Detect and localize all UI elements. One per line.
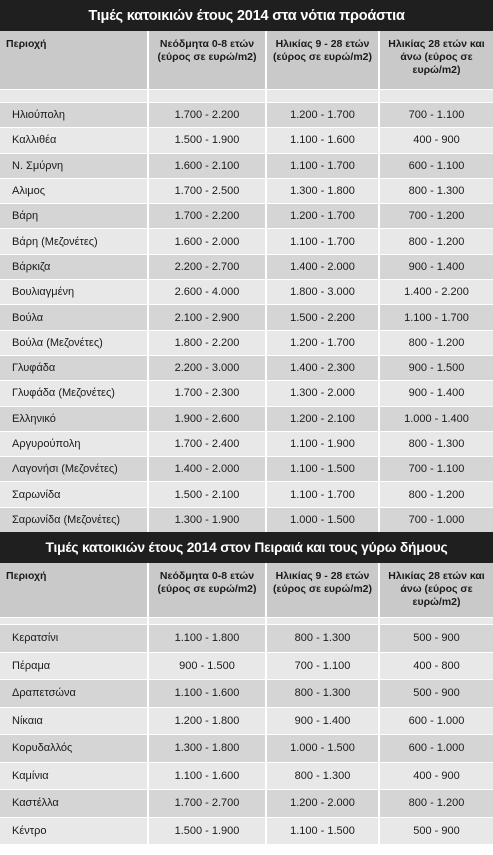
new-built-price-cell: 2.200 - 3.000 — [148, 355, 266, 380]
age-9-28-price-cell: 1.200 - 2.100 — [266, 406, 379, 431]
age-9-28-price-cell: 700 - 1.100 — [266, 652, 379, 680]
age-28-plus-price-cell: 800 - 1.300 — [379, 431, 493, 456]
age-28-plus-price-cell: 700 - 1.100 — [379, 103, 493, 128]
age-9-28-price-cell: 1.400 - 2.000 — [266, 254, 379, 279]
area-cell: Αργυρούπολη — [0, 431, 148, 456]
new-built-price-cell: 1.200 - 1.800 — [148, 707, 266, 735]
area-cell: Βάρη — [0, 204, 148, 229]
area-cell: Καλλιθέα — [0, 128, 148, 153]
column-header-area: Περιοχή — [0, 31, 148, 90]
new-built-price-cell: 1.500 - 2.100 — [148, 482, 266, 507]
age-28-plus-price-cell: 700 - 1.200 — [379, 204, 493, 229]
age-28-plus-price-cell: 500 - 900 — [379, 680, 493, 708]
area-cell: Λαγονήσι (Μεζονέτες) — [0, 457, 148, 482]
area-cell: Γλυφάδα — [0, 355, 148, 380]
area-cell: Ελληνικό — [0, 406, 148, 431]
age-9-28-price-cell: 800 - 1.300 — [266, 625, 379, 653]
spacer-cell — [148, 90, 266, 103]
table-header-row — [0, 31, 493, 90]
area-cell: Βάρη (Μεζονέτες) — [0, 229, 148, 254]
section-title-south-suburbs: Τιμές κατοικιών έτους 2014 στα νότια προάστια — [0, 0, 493, 31]
table-row — [0, 330, 493, 355]
section-title-piraeus: Τιμές κατοικιών έτους 2014 στον Πειραιά και τους γύρω δήμους — [0, 532, 493, 563]
age-28-plus-price-cell: 500 - 900 — [379, 817, 493, 844]
area-cell: Ηλιούπολη — [0, 103, 148, 128]
table-row — [0, 625, 493, 653]
column-header-new-built: Νεόδμητα 0-8 ετών (εύρος σε ευρώ/m2) — [148, 31, 266, 90]
new-built-price-cell: 1.700 - 2.300 — [148, 381, 266, 406]
age-28-plus-price-cell: 600 - 1.000 — [379, 735, 493, 763]
age-9-28-price-cell: 1.300 - 1.800 — [266, 178, 379, 203]
area-cell: Ν. Σμύρνη — [0, 153, 148, 178]
table-row — [0, 305, 493, 330]
new-built-price-cell: 2.200 - 2.700 — [148, 254, 266, 279]
age-9-28-price-cell: 800 - 1.300 — [266, 680, 379, 708]
area-cell: Βούλα — [0, 305, 148, 330]
age-9-28-price-cell: 1.200 - 1.700 — [266, 204, 379, 229]
table-row — [0, 735, 493, 763]
age-9-28-price-cell: 1.200 - 1.700 — [266, 103, 379, 128]
new-built-price-cell: 1.300 - 1.900 — [148, 507, 266, 532]
table-row — [0, 280, 493, 305]
age-9-28-price-cell: 1.800 - 3.000 — [266, 280, 379, 305]
age-9-28-price-cell: 1.400 - 2.300 — [266, 355, 379, 380]
age-28-plus-price-cell: 400 - 900 — [379, 762, 493, 790]
age-9-28-price-cell: 1.100 - 1.900 — [266, 431, 379, 456]
age-28-plus-price-cell: 900 - 1.400 — [379, 254, 493, 279]
age-9-28-price-cell: 800 - 1.300 — [266, 762, 379, 790]
table-row — [0, 153, 493, 178]
age-9-28-price-cell: 1.500 - 2.200 — [266, 305, 379, 330]
table-row — [0, 355, 493, 380]
age-28-plus-price-cell: 400 - 900 — [379, 128, 493, 153]
table-row — [0, 762, 493, 790]
age-9-28-price-cell: 1.200 - 1.700 — [266, 330, 379, 355]
age-9-28-price-cell: 900 - 1.400 — [266, 707, 379, 735]
area-cell: Πέραμα — [0, 652, 148, 680]
spacer-cell — [379, 618, 493, 625]
table-header-row — [0, 563, 493, 618]
new-built-price-cell: 1.100 - 1.800 — [148, 625, 266, 653]
table-row — [0, 128, 493, 153]
new-built-price-cell: 1.700 - 2.200 — [148, 103, 266, 128]
table-body-piraeus — [0, 618, 493, 845]
new-built-price-cell: 1.300 - 1.800 — [148, 735, 266, 763]
age-28-plus-price-cell: 800 - 1.200 — [379, 330, 493, 355]
table-row — [0, 204, 493, 229]
table-row — [0, 178, 493, 203]
table-row — [0, 431, 493, 456]
spacer-cell — [0, 90, 148, 103]
area-cell: Σαρωνίδα (Μεζονέτες) — [0, 507, 148, 532]
spacer-cell — [266, 618, 379, 625]
column-header-age-28-plus: Ηλικίας 28 ετών και άνω (εύρος σε ευρώ/m2) — [379, 31, 493, 90]
new-built-price-cell: 900 - 1.500 — [148, 652, 266, 680]
area-cell: Γλυφάδα (Μεζονέτες) — [0, 381, 148, 406]
column-header-age-9-28: Ηλικίας 9 - 28 ετών (εύρος σε ευρώ/m2) — [266, 563, 379, 618]
age-28-plus-price-cell: 800 - 1.200 — [379, 482, 493, 507]
age-28-plus-price-cell: 600 - 1.100 — [379, 153, 493, 178]
area-cell: Καμίνια — [0, 762, 148, 790]
new-built-price-cell: 1.600 - 2.100 — [148, 153, 266, 178]
age-28-plus-price-cell: 500 - 900 — [379, 625, 493, 653]
new-built-price-cell: 1.100 - 1.600 — [148, 680, 266, 708]
age-9-28-price-cell: 1.000 - 1.500 — [266, 507, 379, 532]
spacer-cell — [0, 618, 148, 625]
age-28-plus-price-cell: 700 - 1.000 — [379, 507, 493, 532]
new-built-price-cell: 1.500 - 1.900 — [148, 128, 266, 153]
table-south-suburbs — [0, 31, 493, 532]
new-built-price-cell: 2.100 - 2.900 — [148, 305, 266, 330]
age-28-plus-price-cell: 600 - 1.000 — [379, 707, 493, 735]
column-header-area: Περιοχή — [0, 563, 148, 618]
area-cell: Κερατσίνι — [0, 625, 148, 653]
area-cell: Αλιμος — [0, 178, 148, 203]
table-row — [0, 103, 493, 128]
spacer-cell — [379, 90, 493, 103]
age-28-plus-price-cell: 400 - 800 — [379, 652, 493, 680]
table-row — [0, 680, 493, 708]
table-row — [0, 482, 493, 507]
new-built-price-cell: 1.600 - 2.000 — [148, 229, 266, 254]
spacer-cell — [148, 618, 266, 625]
spacer-cell — [266, 90, 379, 103]
area-cell: Βουλιαγμένη — [0, 280, 148, 305]
area-cell: Βούλα (Μεζονέτες) — [0, 330, 148, 355]
age-28-plus-price-cell: 800 - 1.200 — [379, 790, 493, 818]
table-row — [0, 652, 493, 680]
age-9-28-price-cell: 1.100 - 1.600 — [266, 128, 379, 153]
new-built-price-cell: 1.700 - 2.700 — [148, 790, 266, 818]
age-28-plus-price-cell: 1.000 - 1.400 — [379, 406, 493, 431]
table-row — [0, 381, 493, 406]
area-cell: Κορυδαλλός — [0, 735, 148, 763]
area-cell: Κέντρο — [0, 817, 148, 844]
age-28-plus-price-cell: 800 - 1.300 — [379, 178, 493, 203]
table-row — [0, 229, 493, 254]
table-row — [0, 457, 493, 482]
age-9-28-price-cell: 1.300 - 2.000 — [266, 381, 379, 406]
area-cell: Βάρκιζα — [0, 254, 148, 279]
age-9-28-price-cell: 1.100 - 1.700 — [266, 153, 379, 178]
age-9-28-price-cell: 1.100 - 1.700 — [266, 229, 379, 254]
table-row — [0, 406, 493, 431]
new-built-price-cell: 1.100 - 1.600 — [148, 762, 266, 790]
area-cell: Σαρωνίδα — [0, 482, 148, 507]
new-built-price-cell: 1.800 - 2.200 — [148, 330, 266, 355]
table-piraeus — [0, 563, 493, 844]
column-header-new-built: Νεόδμητα 0-8 ετών (εύρος σε ευρώ/m2) — [148, 563, 266, 618]
age-28-plus-price-cell: 1.100 - 1.700 — [379, 305, 493, 330]
area-cell: Νίκαια — [0, 707, 148, 735]
age-28-plus-price-cell: 700 - 1.100 — [379, 457, 493, 482]
new-built-price-cell: 2.600 - 4.000 — [148, 280, 266, 305]
table-row — [0, 507, 493, 532]
column-header-age-9-28: Ηλικίας 9 - 28 ετών (εύρος σε ευρώ/m2) — [266, 31, 379, 90]
age-9-28-price-cell: 1.100 - 1.500 — [266, 457, 379, 482]
age-28-plus-price-cell: 900 - 1.500 — [379, 355, 493, 380]
spacer-row — [0, 90, 493, 103]
area-cell: Δραπετσώνα — [0, 680, 148, 708]
new-built-price-cell: 1.900 - 2.600 — [148, 406, 266, 431]
age-28-plus-price-cell: 1.400 - 2.200 — [379, 280, 493, 305]
column-header-age-28-plus: Ηλικίας 28 ετών και άνω (εύρος σε ευρώ/m2) — [379, 563, 493, 618]
new-built-price-cell: 1.500 - 1.900 — [148, 817, 266, 844]
new-built-price-cell: 1.400 - 2.000 — [148, 457, 266, 482]
age-9-28-price-cell: 1.200 - 2.000 — [266, 790, 379, 818]
new-built-price-cell: 1.700 - 2.500 — [148, 178, 266, 203]
age-9-28-price-cell: 1.100 - 1.500 — [266, 817, 379, 844]
age-28-plus-price-cell: 900 - 1.400 — [379, 381, 493, 406]
new-built-price-cell: 1.700 - 2.200 — [148, 204, 266, 229]
table-row — [0, 254, 493, 279]
table-body-south-suburbs — [0, 90, 493, 533]
age-28-plus-price-cell: 800 - 1.200 — [379, 229, 493, 254]
table-row — [0, 707, 493, 735]
age-9-28-price-cell: 1.000 - 1.500 — [266, 735, 379, 763]
table-row — [0, 790, 493, 818]
area-cell: Καστέλλα — [0, 790, 148, 818]
new-built-price-cell: 1.700 - 2.400 — [148, 431, 266, 456]
spacer-row — [0, 618, 493, 625]
table-row — [0, 817, 493, 844]
age-9-28-price-cell: 1.100 - 1.700 — [266, 482, 379, 507]
